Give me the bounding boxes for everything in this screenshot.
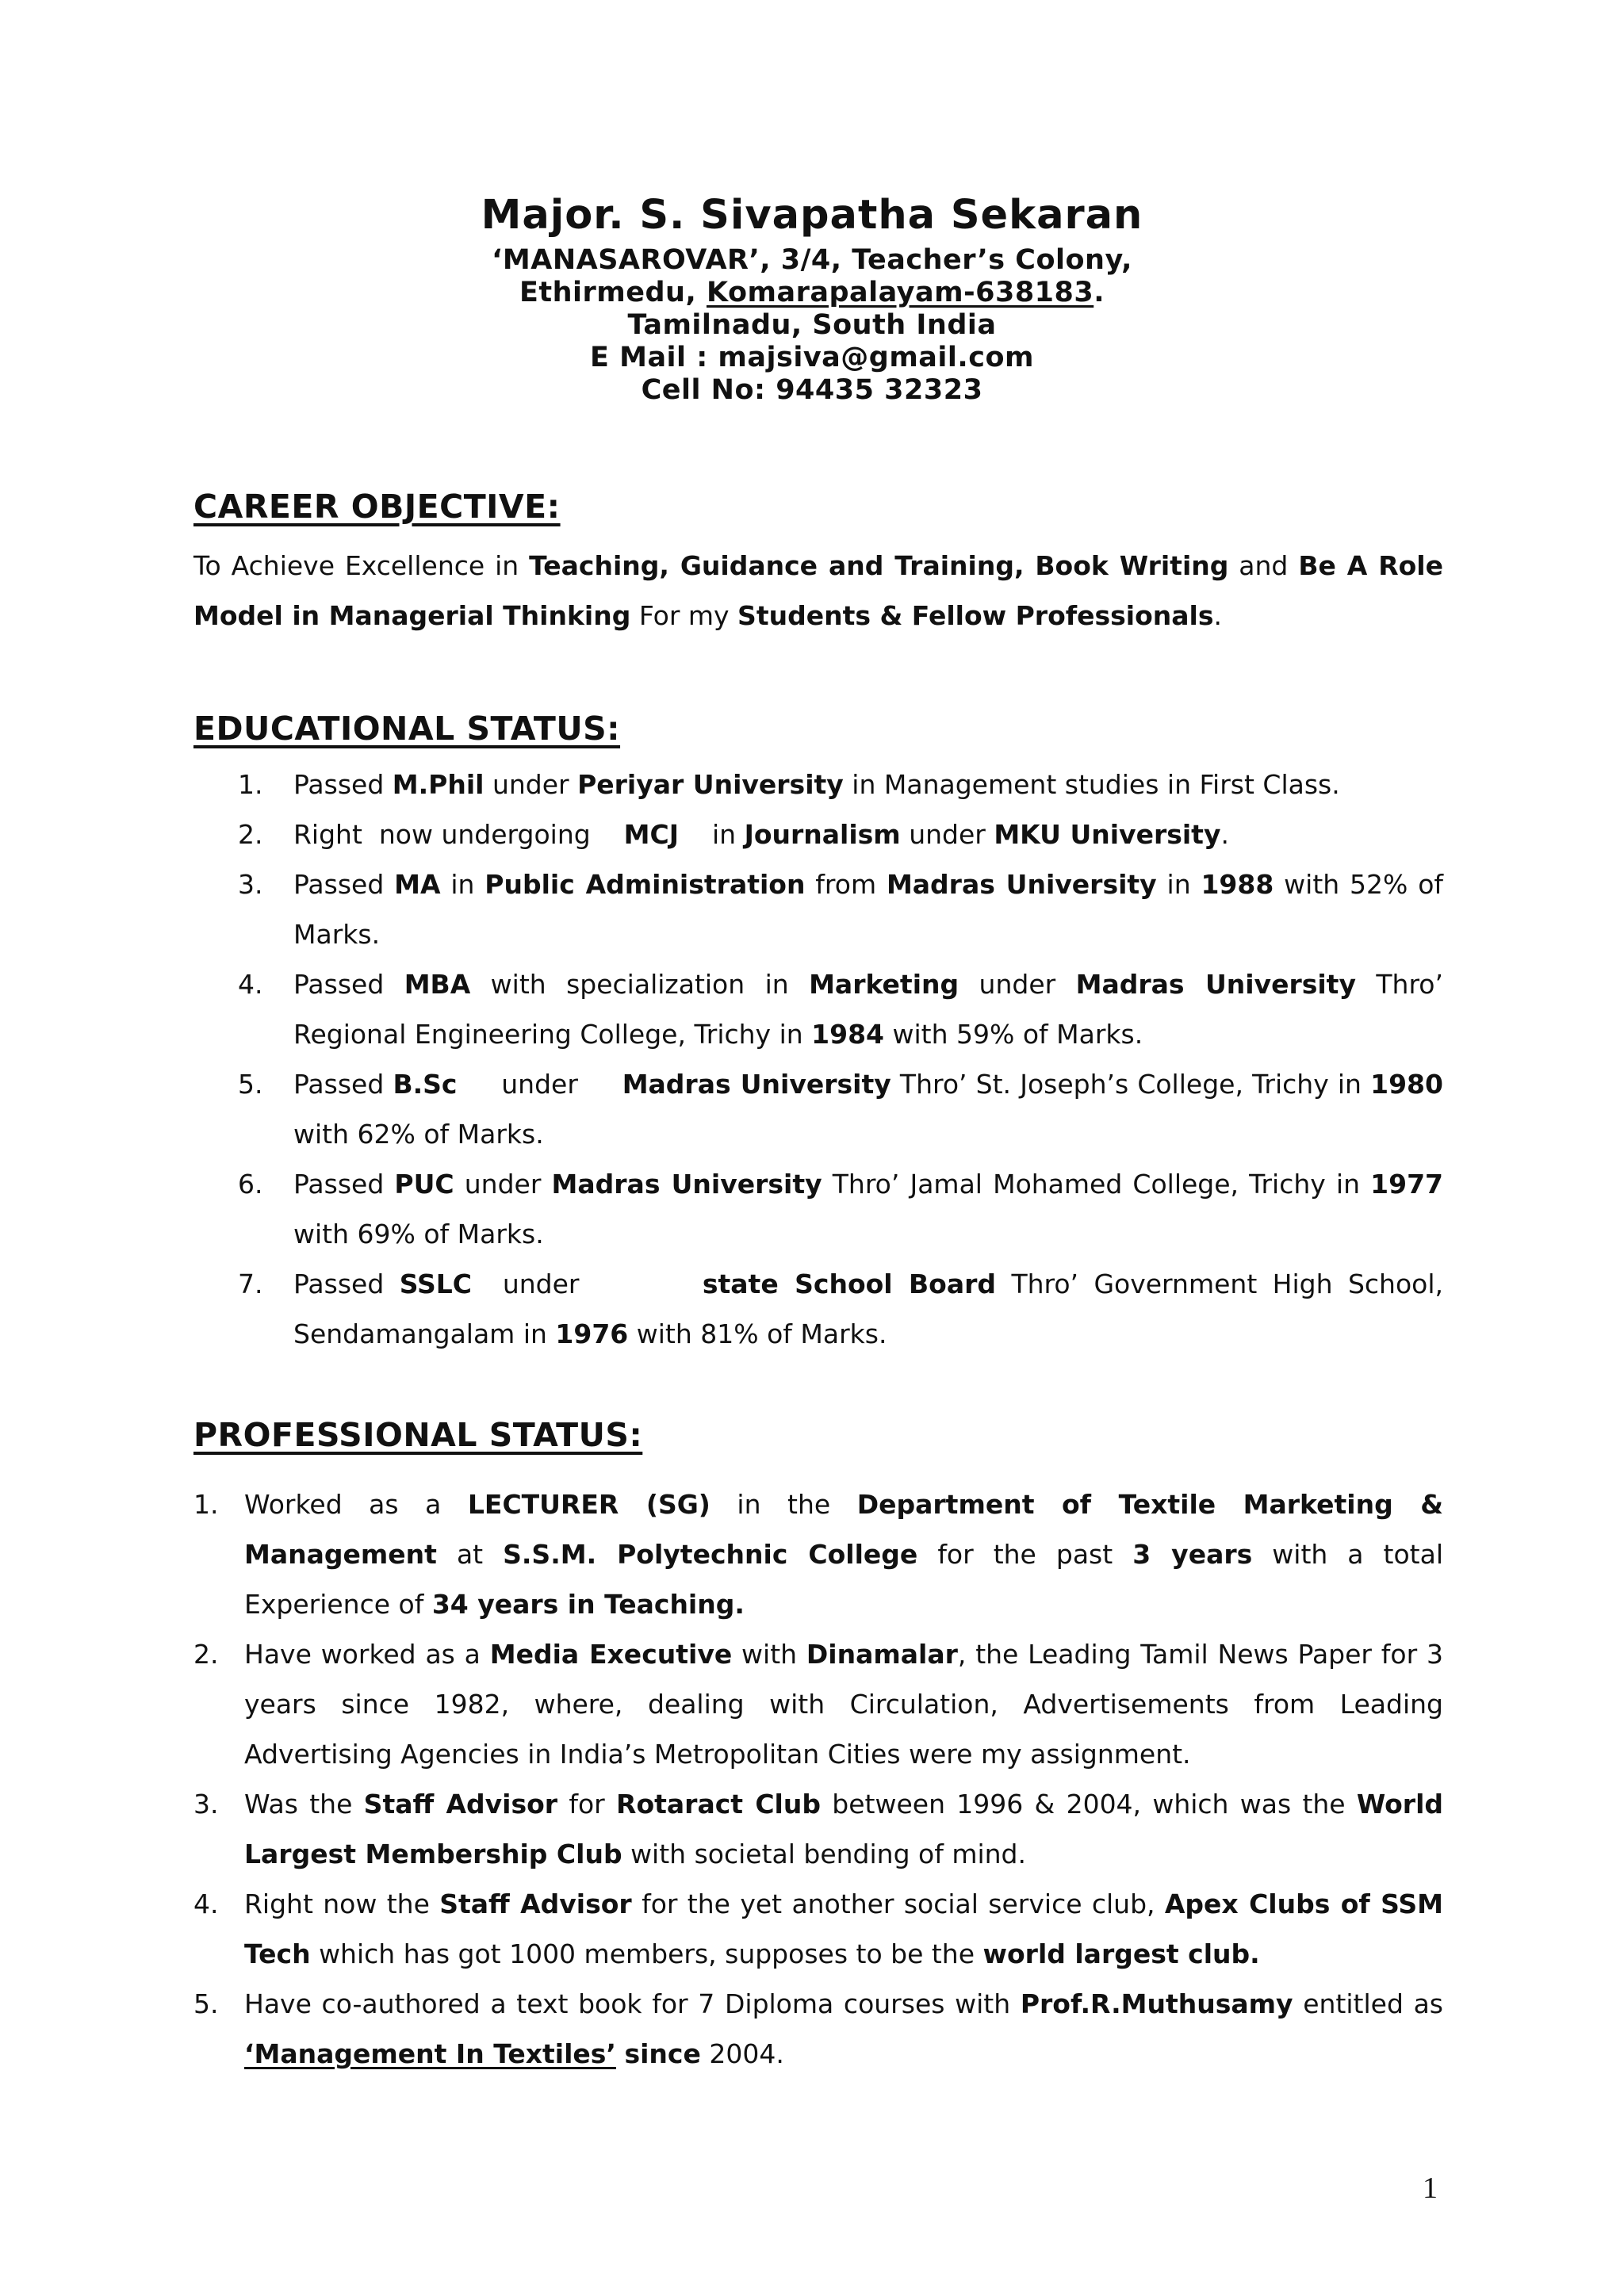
address-period: .: [1094, 277, 1105, 308]
text-run: under: [959, 969, 1076, 1000]
text-run: Passed: [293, 1169, 395, 1200]
email-line: E Mail : majsiva@gmail.com: [590, 342, 1034, 373]
list-item: [238, 859, 1443, 959]
text-run: .: [1213, 600, 1222, 631]
bold-run: world largest club.: [982, 1938, 1260, 1969]
item-number: 6.: [238, 1169, 263, 1200]
text-run: with 62% of Marks.: [293, 1119, 544, 1150]
professional-list: [193, 1479, 1443, 2079]
text-run: To Achieve Excellence in: [193, 550, 530, 581]
bold-run: SSLC: [399, 1269, 473, 1299]
text-run: Passed: [293, 969, 404, 1000]
text-run: with 81% of Marks.: [628, 1318, 887, 1349]
item-number: 7.: [238, 1269, 263, 1299]
item-number: 3.: [238, 869, 263, 900]
bold-run: 34 years in Teaching.: [431, 1589, 745, 1620]
text-run: Right now the: [244, 1888, 440, 1919]
text-run: for the past: [917, 1539, 1133, 1570]
text-run: Passed: [293, 769, 393, 800]
text-run: Have co-authored a text book for 7 Diploma courses with: [244, 1988, 1021, 2019]
text-run: Thro’ St. Joseph’s College, Trichy in: [891, 1069, 1371, 1100]
bold-run: Public Administration: [485, 869, 806, 900]
bold-run: state School Board: [702, 1269, 997, 1299]
item-number: 3.: [193, 1789, 219, 1820]
bold-run: Be A Role Model in Managerial Thinking: [193, 550, 1444, 631]
bold-run: Teaching, Guidance and Training, Book Writing: [529, 550, 1229, 581]
bold-run: MA: [394, 869, 441, 900]
text-run: in: [679, 819, 745, 850]
text-run: and: [1228, 550, 1299, 581]
text-run: Worked as a: [244, 1489, 468, 1520]
text-run: For my: [630, 600, 738, 631]
bold-run: Madras University: [886, 869, 1157, 900]
bold-run: MCJ: [623, 819, 680, 850]
item-number: 5.: [193, 1988, 219, 2019]
bold-run: Department of Textile Marketing & Management: [244, 1489, 1444, 1570]
text-run: Thro’ Government High School, Sendamangalam in: [293, 1269, 1443, 1349]
text-run: with societal bending of mind.: [622, 1839, 1026, 1869]
bold-run: 3 years: [1132, 1539, 1253, 1570]
text-run: with 59% of Marks.: [884, 1019, 1143, 1050]
bold-run: 1976: [555, 1318, 629, 1349]
list-item: [193, 1779, 1443, 1879]
bold-run: Students & Fellow Professionals: [737, 600, 1214, 631]
text-run: Right now undergoing: [293, 819, 624, 850]
text-run: [616, 2038, 625, 2069]
book-title: ‘Management In Textiles’: [244, 2038, 616, 2069]
professional-status-heading: PROFESSIONAL STATUS:: [193, 1416, 643, 1454]
text-run: Thro’ Regional Engineering College, Trichy in: [293, 969, 1443, 1050]
text-run: under: [484, 769, 578, 800]
contact-header: [0, 187, 1624, 407]
cell-line: Cell No: 94435 32323: [641, 374, 983, 406]
text-run: under: [454, 1169, 552, 1200]
list-item: [238, 1059, 1443, 1159]
bold-run: Prof.R.Muthusamy: [1020, 1988, 1293, 2019]
bold-run: Journalism: [744, 819, 901, 850]
list-item: [238, 1259, 1443, 1359]
bold-run: Madras University: [622, 1069, 891, 1100]
text-run: 2004.: [700, 2038, 784, 2069]
bold-run: MKU University: [994, 819, 1221, 850]
education-list: [238, 760, 1443, 1359]
item-number: 4.: [238, 969, 263, 1000]
text-run: Passed: [293, 1269, 400, 1299]
bold-run: Media Executive: [489, 1639, 733, 1670]
text-run: in the: [710, 1489, 857, 1520]
address-area: Ethirmedu,: [519, 277, 707, 308]
text-run: with: [732, 1639, 806, 1670]
bold-run: PUC: [394, 1169, 454, 1200]
bold-run: 1988: [1201, 869, 1274, 900]
item-number: 5.: [238, 1069, 263, 1100]
career-objective-heading: CAREER OBJECTIVE:: [193, 488, 561, 526]
bold-run: Staff Advisor: [439, 1888, 632, 1919]
address-line-1: ‘MANASAROVAR’, 3/4, Teacher’s Colony,: [492, 244, 1132, 276]
item-number: 2.: [193, 1639, 219, 1670]
bold-run: Madras University: [1075, 969, 1356, 1000]
text-run: with 69% of Marks.: [293, 1219, 544, 1249]
text-run: for the yet another social service club,: [631, 1888, 1165, 1919]
bold-run: B.Sc: [393, 1069, 458, 1100]
text-run: for: [557, 1789, 617, 1820]
person-name: Major. S. Sivapatha Sekaran: [481, 192, 1143, 239]
bold-run: Rotaract Club: [616, 1789, 821, 1820]
text-run: with 52% of Marks.: [293, 869, 1443, 950]
text-run: , the Leading Tamil News Paper for 3 years since 1982, where, dealing with Circulation, Advertisements from Leading Advertising Agencies in India’s Metropolitan Cities were my assignment.: [244, 1639, 1444, 1770]
text-run: at: [436, 1539, 504, 1570]
text-run: with a total Experience of: [244, 1539, 1444, 1620]
text-run: under: [900, 819, 994, 850]
text-run: .: [1220, 819, 1229, 850]
bold-run: 1980: [1370, 1069, 1443, 1100]
text-run: in: [440, 869, 485, 900]
text-run: entitled as: [1293, 1988, 1443, 2019]
text-run: which has got 1000 members, supposes to be the: [310, 1938, 983, 1969]
bold-run: LECTURER (SG): [467, 1489, 710, 1520]
text-run: in Management studies in First Class.: [843, 769, 1340, 800]
list-item: [238, 760, 1443, 809]
text-run: in: [1156, 869, 1201, 900]
bold-run: Staff Advisor: [363, 1789, 558, 1820]
list-item: [238, 1159, 1443, 1259]
address-line-2: [0, 277, 1624, 309]
text-run: under: [457, 1069, 622, 1100]
text-run: Passed: [293, 869, 395, 900]
item-number: 1.: [193, 1489, 219, 1520]
career-objective-text: [193, 541, 1443, 641]
address-town-link[interactable]: Komarapalayam-638183: [706, 277, 1094, 308]
bold-run: Dinamalar: [806, 1639, 958, 1670]
text-run: between 1996 & 2004, which was the: [821, 1789, 1357, 1820]
educational-status-heading: EDUCATIONAL STATUS:: [193, 710, 621, 748]
text-run: Have worked as a: [244, 1639, 490, 1670]
item-number: 1.: [238, 769, 263, 800]
bold-run: Periyar University: [577, 769, 844, 800]
address-line-3: Tamilnadu, South India: [627, 309, 997, 341]
bold-run: since: [624, 2038, 701, 2069]
bold-run: MBA: [404, 969, 471, 1000]
bold-run: 1984: [811, 1019, 884, 1050]
list-item: [238, 809, 1443, 859]
list-item: [193, 1479, 1443, 1629]
item-number: 4.: [193, 1888, 219, 1919]
bold-run: 1977: [1370, 1169, 1443, 1200]
bold-run: Marketing: [809, 969, 959, 1000]
bold-run: S.S.M. Polytechnic College: [503, 1539, 918, 1570]
text-run: under: [472, 1269, 703, 1299]
bold-run: Apex Clubs of SSM Tech: [244, 1888, 1443, 1969]
page-number: 1: [1423, 2172, 1438, 2205]
text-run: Was the: [244, 1789, 364, 1820]
bold-run: Madras University: [551, 1169, 822, 1200]
item-number: 2.: [238, 819, 263, 850]
text-run: Thro’ Jamal Mohamed College, Trichy in: [822, 1169, 1371, 1200]
list-item: [238, 959, 1443, 1059]
text-run: Passed: [293, 1069, 393, 1100]
text-run: with specialization in: [470, 969, 810, 1000]
bold-run: M.Phil: [392, 769, 485, 800]
text-run: from: [805, 869, 887, 900]
list-item: [193, 1879, 1443, 1979]
list-item: [193, 1979, 1443, 2079]
bold-run: World Largest Membership Club: [244, 1789, 1444, 1869]
list-item: [193, 1629, 1443, 1779]
